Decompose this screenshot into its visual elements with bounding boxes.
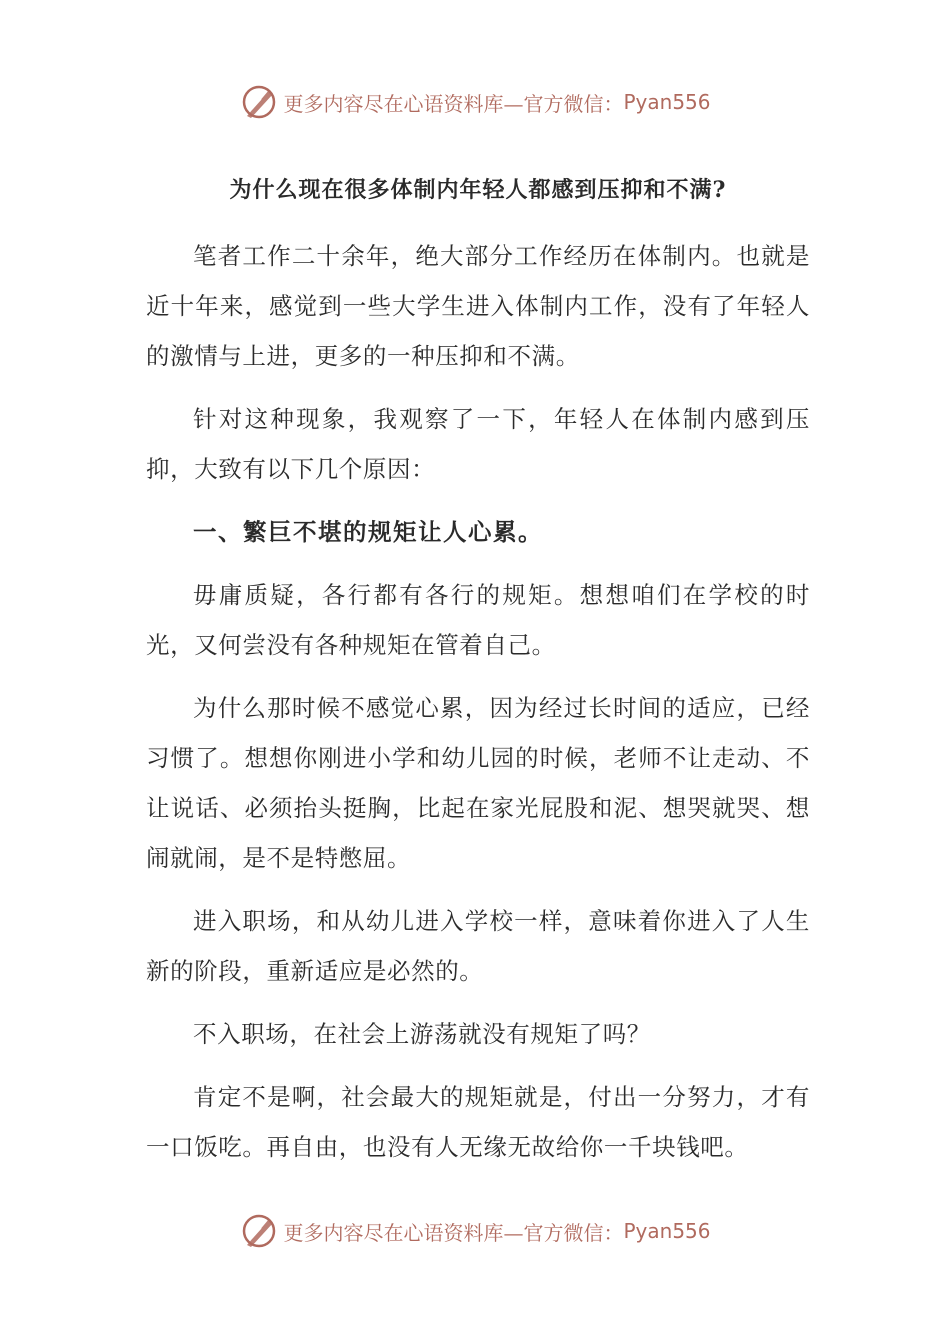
watermark-id: Pyan556 bbox=[623, 1219, 711, 1243]
paragraph: 为什么那时候不感觉心累，因为经过长时间的适应，已经习惯了。想想你刚进小学和幼儿园的时候，老师不让走动、不让说话、必须抬头挺胸，比起在家光屁股和泥、想哭就哭、想闹就闹，是不是特憋屈。 bbox=[146, 694, 810, 872]
article-body bbox=[146, 231, 810, 1185]
section-heading: 一、繁巨不堪的规矩让人心累。 bbox=[193, 518, 543, 546]
quill-logo-icon bbox=[239, 1211, 279, 1251]
paragraph: 进入职场，和从幼儿进入学校一样，意味着你进入了人生新的阶段，重新适应是必然的。 bbox=[146, 907, 810, 985]
paragraph: 毋庸质疑，各行都有各行的规矩。想想咱们在学校的时光，又何尝没有各种规矩在管着自己。 bbox=[146, 581, 810, 659]
paragraph: 不入职场，在社会上游荡就没有规矩了吗？ bbox=[193, 1020, 651, 1048]
watermark-text: 更多内容尽在心语资料库—官方微信： bbox=[283, 1220, 624, 1245]
footer-watermark bbox=[0, 1211, 950, 1251]
paragraph: 针对这种现象，我观察了一下，年轻人在体制内感到压抑，大致有以下几个原因： bbox=[146, 405, 810, 483]
watermark-id: Pyan556 bbox=[623, 90, 711, 114]
paragraph: 肯定不是啊，社会最大的规矩就是，付出一分努力，才有一口饭吃。再自由，也没有人无缘无故给你一千块钱吧。 bbox=[146, 1083, 810, 1161]
header-watermark bbox=[0, 82, 950, 122]
watermark-text: 更多内容尽在心语资料库—官方微信： bbox=[283, 91, 624, 116]
quill-logo-icon bbox=[239, 82, 279, 122]
paragraph: 笔者工作二十余年，绝大部分工作经历在体制内。也就是近十年来，感觉到一些大学生进入体制内工作，没有了年轻人的激情与上进，更多的一种压抑和不满。 bbox=[146, 242, 810, 370]
article-title: 为什么现在很多体制内年轻人都感到压抑和不满? bbox=[229, 177, 727, 203]
